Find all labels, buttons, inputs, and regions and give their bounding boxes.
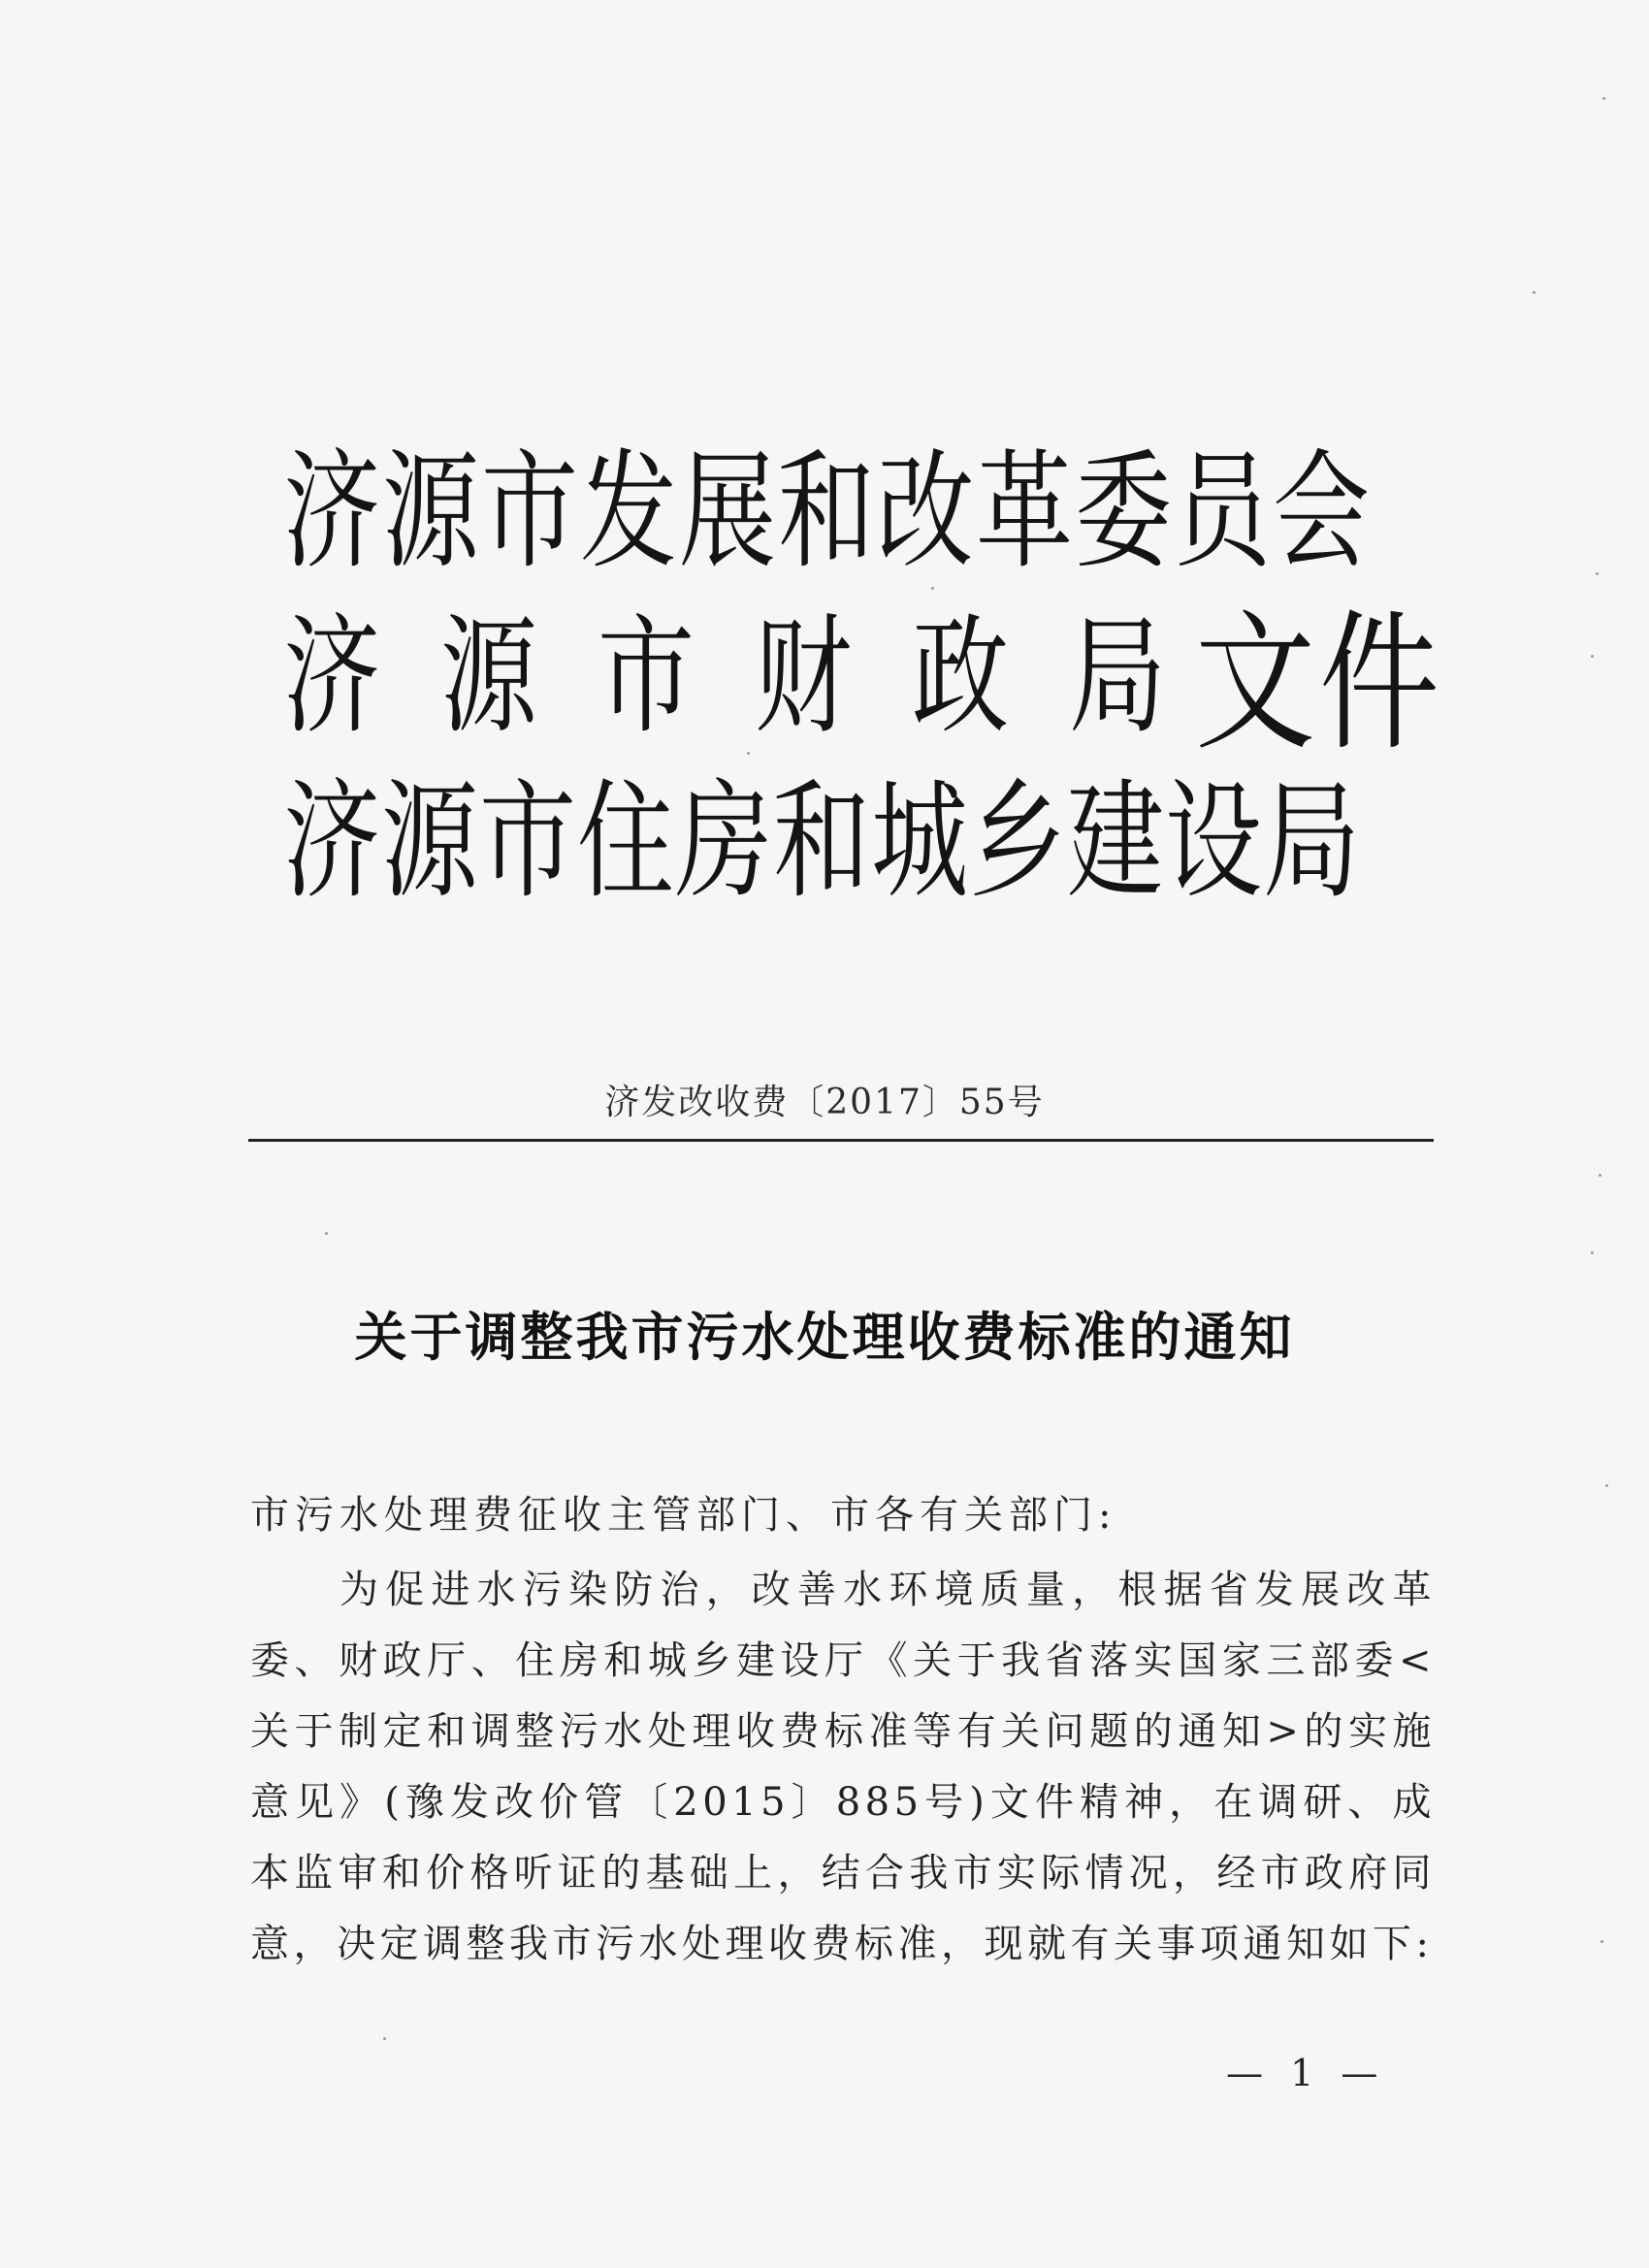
scan-speck [1596,572,1599,575]
scan-speck [1591,655,1594,658]
scan-speck [1591,1251,1594,1254]
scan-speck [383,2037,386,2040]
scan-speck [1600,1940,1603,1943]
scan-speck [931,587,934,590]
document-title: 关于调整我市污水处理收费标准的通知 [354,1306,1295,1368]
document-number: 济发改收费〔2017〕55号 [604,1083,1045,1122]
agency-name-finance-bureau: 济源市财政局 [283,601,1226,752]
document-type-label: 文件 [1195,597,1444,772]
scan-speck [1605,1484,1608,1487]
page-number: — 1 — [1226,2052,1386,2094]
body-paragraph: 为促进水污染防治，改善水环境质量，根据省发展改革委、财政厅、住房和城乡建设厅《关于我省落实国家三部委<关于制定和调整污水处理收费标准等有关问题的通知>的实施意见》(豫发改价管〔2015〕885号)文件精神，在调研、成本监审和价格听证的基础上，结合我市实际情况，经市政府同意，决定调整我市污水处理收费标准，现就有关事项通知如下: [250,1568,1436,1966]
scan-speck [1602,97,1605,100]
scan-speck [325,1232,328,1235]
agency-name-housing-construction: 济源市住房和城乡建设局 [283,766,1361,917]
scan-speck [747,752,750,755]
header-divider [248,1139,1434,1142]
agency-name-development-reform: 济源市发展和改革委员会 [283,437,1372,587]
scan-speck [1533,291,1536,294]
salutation: 市污水处理费征收主管部门、市各有关部门: [250,1493,1117,1538]
scan-speck [1599,1174,1601,1177]
